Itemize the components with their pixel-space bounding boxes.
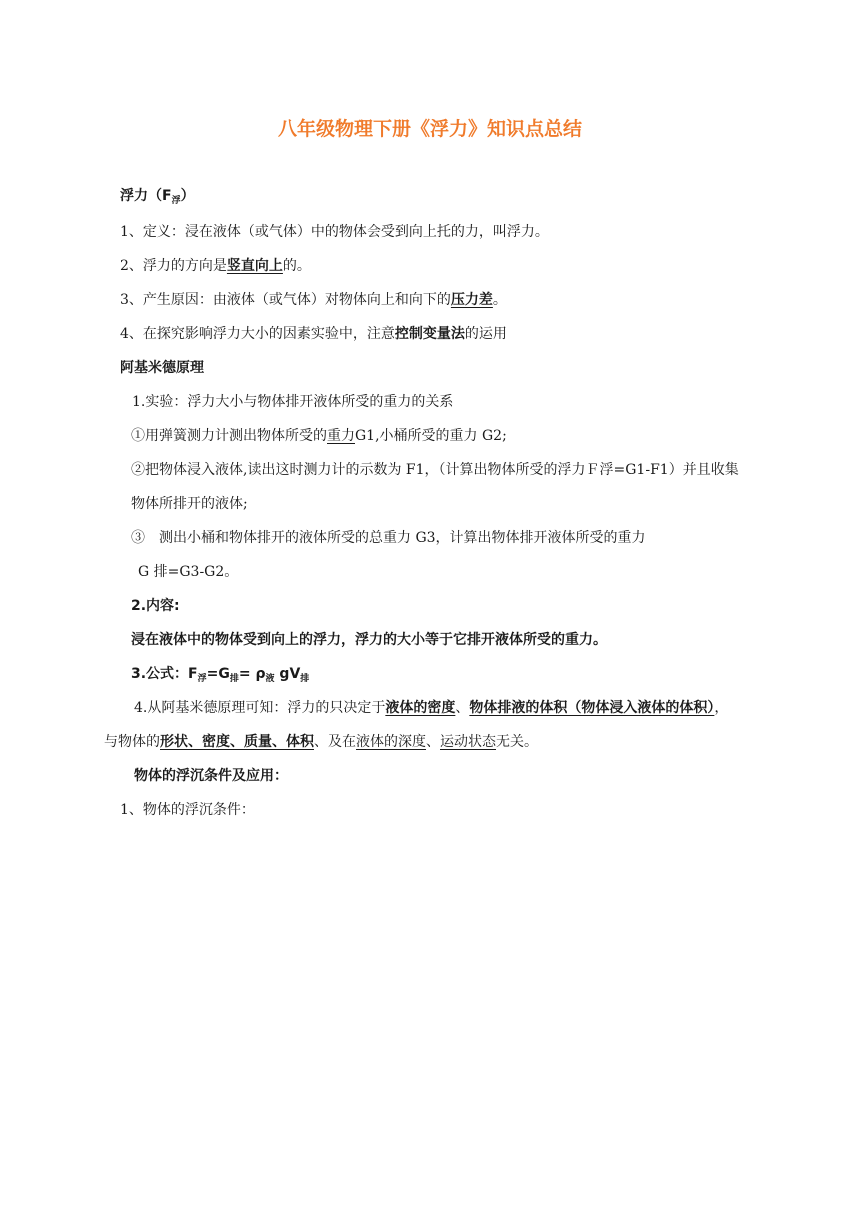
volume-emphasis: 物体排液的体积（物体浸入液体的体积） xyxy=(469,700,715,716)
document-title: 八年级物理下册《浮力》知识点总结 xyxy=(277,118,582,140)
continuation-end: 无关。 xyxy=(496,734,538,750)
formula-sub-liquid: 液 xyxy=(265,674,275,684)
density-emphasis: 液体的密度 xyxy=(385,700,456,716)
step-1-text: ①用弹簧测力计测出物体所受的 xyxy=(131,428,327,444)
cause-end: 。 xyxy=(492,292,507,308)
cause-text: 3、产生原因：由液体（或气体）对物体向上和向下的 xyxy=(120,292,451,308)
continuation-text: 与物体的 xyxy=(104,734,160,750)
step-2-continuation: 物体所排开的液体; xyxy=(131,496,248,512)
formula-sub-displaced: 排 xyxy=(229,674,239,684)
step-1-end: G1,小桶所受的重力 G2; xyxy=(355,428,507,444)
depth-underlined: 液体的深度 xyxy=(356,734,426,750)
definition-line: 1、定义：浸在液体（或气体）中的物体会受到向上托的力，叫浮力。 xyxy=(120,224,549,240)
step-2-line: ②把物体浸入液体,读出这时测力计的示数为 F1，（计算出物体所受的浮力Ｆ浮=G1-F1）并且收集 xyxy=(131,462,739,478)
section-heading-buoyancy xyxy=(120,186,195,211)
separator: 、 xyxy=(426,734,440,750)
cause-line xyxy=(120,290,507,310)
experiment-line: 1.实验：浮力大小与物体排开液体所受的重力的关系 xyxy=(132,394,454,410)
irrelevant-factors-emphasis: 形状、密度、质量、体积 xyxy=(160,734,314,750)
float-sink-conditions-line: 1、物体的浮沉条件： xyxy=(120,802,255,818)
direction-text: 2、浮力的方向是 xyxy=(120,258,227,274)
cause-emphasis: 压力差 xyxy=(450,292,493,308)
direction-emphasis: 竖直向上 xyxy=(226,258,283,274)
conclusion-continuation xyxy=(104,732,538,752)
formula-sub-float: 浮 xyxy=(197,674,207,684)
heading-text: 浮力（F xyxy=(120,188,172,204)
method-end: 的运用 xyxy=(464,326,507,342)
content-label: 2.内容: xyxy=(131,598,180,614)
direction-end: 的。 xyxy=(282,258,311,274)
formula-eq-rho: = ρ xyxy=(238,666,266,682)
step-1-line xyxy=(131,426,507,446)
method-emphasis: 控制变量法 xyxy=(394,326,465,342)
separator: 、 xyxy=(455,700,470,716)
conclusion-line xyxy=(134,698,728,718)
formula-sub-volume: 排 xyxy=(300,674,310,684)
motion-underlined: 运动状态 xyxy=(440,734,496,750)
direction-line xyxy=(120,256,311,276)
experiment-method-line xyxy=(120,324,507,344)
method-text: 4、在探究影响浮力大小的因素实验中，注意 xyxy=(120,326,395,342)
step-3-continuation: G 排=G3-G2。 xyxy=(138,564,239,580)
principle-statement: 浸在液体中的物体受到向上的浮力，浮力的大小等于它排开液体所受的重力。 xyxy=(131,632,607,648)
formula-eq-g: =G xyxy=(206,666,230,682)
formula-label: 3.公式：F xyxy=(131,666,198,682)
continuation-mid: 、及在 xyxy=(314,734,356,750)
formula-line xyxy=(131,664,309,689)
separator: ， xyxy=(714,700,729,716)
section-heading-archimedes: 阿基米德原理 xyxy=(120,360,204,376)
section-heading-float-sink: 物体的浮沉条件及应用： xyxy=(134,768,288,784)
formula-gv: gV xyxy=(274,666,301,682)
heading-subscript: 浮 xyxy=(171,196,181,206)
conclusion-text: 4.从阿基米德原理可知：浮力的只决定于 xyxy=(134,700,386,716)
step-3-line: ③ 测出小桶和物体排开的液体所受的总重力 G3，计算出物体排开液体所受的重力 xyxy=(131,530,646,546)
step-1-underlined: 重力 xyxy=(327,428,355,444)
heading-close: ） xyxy=(180,188,195,204)
